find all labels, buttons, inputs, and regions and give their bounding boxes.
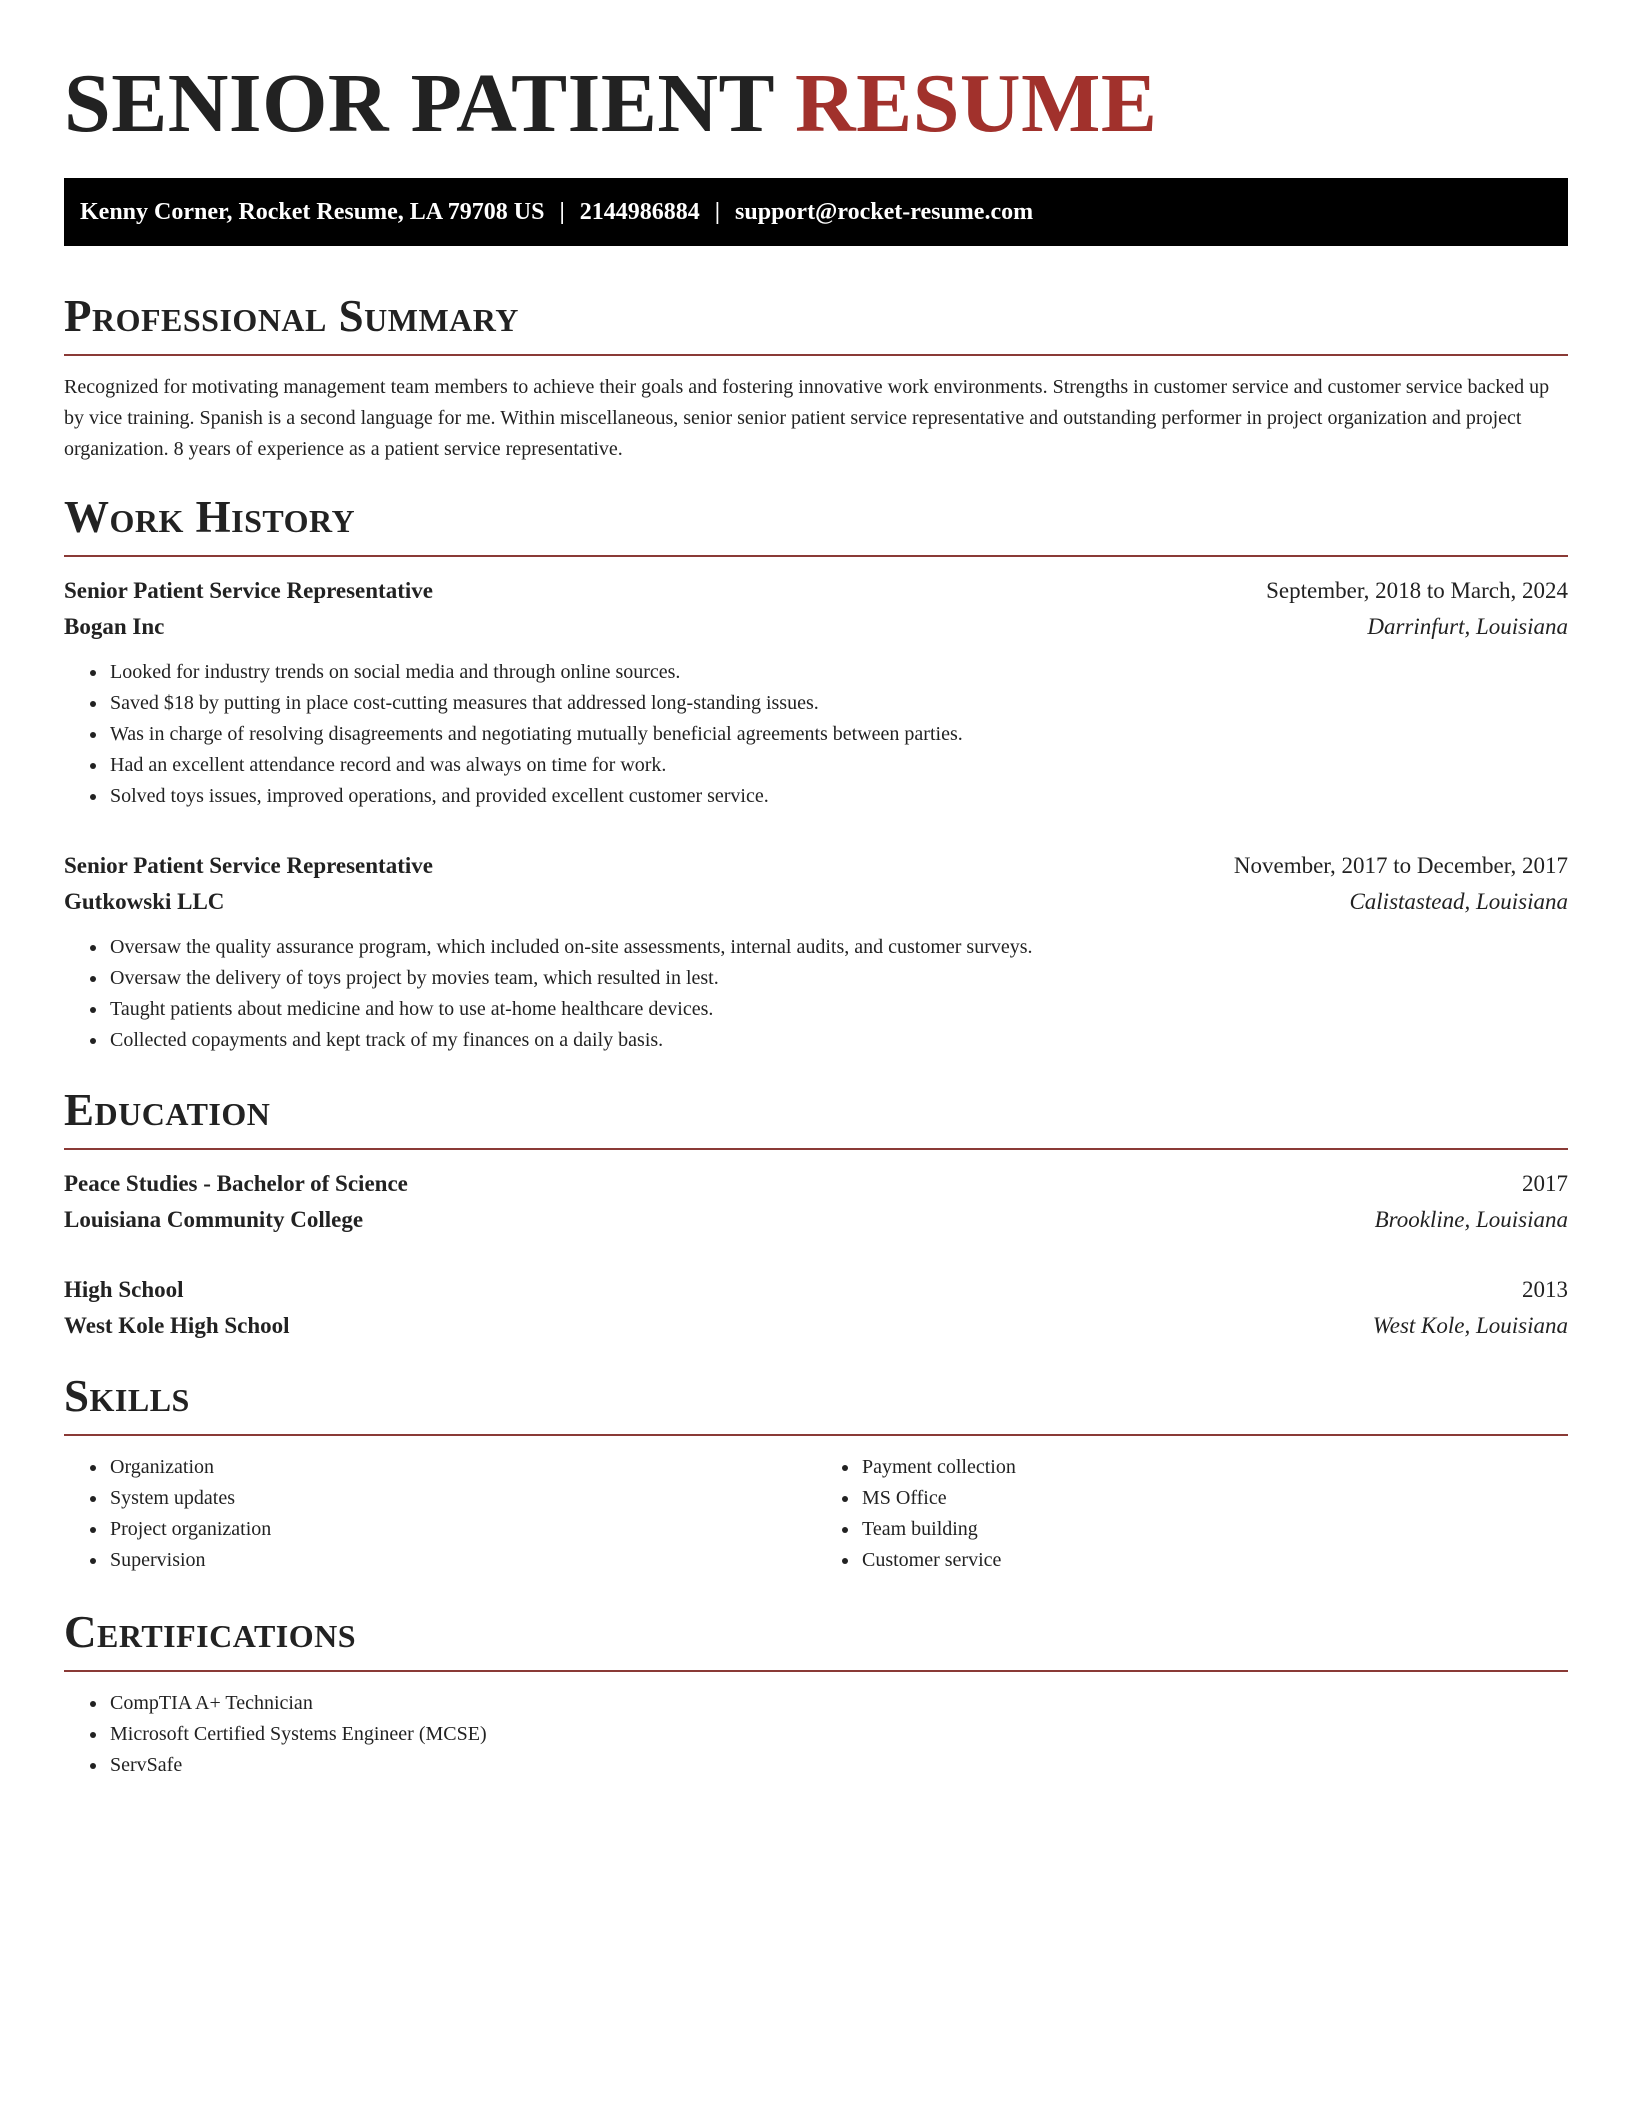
education-degree: Peace Studies - Bachelor of Science: [64, 1171, 408, 1196]
list-item: • Had an excellent attendance record and was always on time for work.: [108, 750, 1568, 781]
job-location: Darrinfurt, Louisiana: [1367, 614, 1568, 639]
section-divider: [64, 1148, 1568, 1150]
section-divider: [64, 1670, 1568, 1672]
skills-section: [64, 1370, 1568, 1576]
education-degree: High School: [64, 1277, 184, 1302]
education-year: 2013: [1522, 1277, 1568, 1302]
job-dates: September, 2018 to March, 2024: [1266, 578, 1568, 603]
list-item: • Taught patients about medicine and how to use at-home healthcare devices.: [108, 994, 1568, 1025]
education-location: Brookline, Louisiana: [1374, 1207, 1568, 1232]
list-item: • ServSafe: [108, 1750, 1568, 1781]
education-location: West Kole, Louisiana: [1372, 1313, 1568, 1338]
work-history-heading: Work History: [64, 492, 356, 542]
education-entry: [64, 1272, 1568, 1344]
list-item: • Collected copayments and kept track of my finances on a daily basis.: [108, 1025, 1568, 1056]
list-item: • Payment collection: [860, 1452, 1568, 1483]
job-company: Bogan Inc: [64, 614, 165, 639]
skills-list-right: [816, 1452, 1568, 1576]
job-bullets: [64, 657, 1568, 812]
list-item: • System updates: [108, 1483, 816, 1514]
job-title: Senior Patient Service Representative: [64, 853, 433, 878]
contact-phone: 2144986884: [579, 198, 700, 225]
work-history-section: [64, 491, 1568, 1056]
title-accent: RESUME: [795, 57, 1158, 150]
list-item: • Supervision: [108, 1545, 816, 1576]
skills-list-left: [64, 1452, 816, 1576]
section-divider: [64, 354, 1568, 356]
education-section: [64, 1084, 1568, 1344]
list-item: • Team building: [860, 1514, 1568, 1545]
job-location: Calistastead, Louisiana: [1349, 889, 1568, 914]
skills-heading: Skills: [64, 1371, 190, 1421]
list-item: • Oversaw the delivery of toys project by movies team, which resulted in lest.: [108, 963, 1568, 994]
list-item: • Organization: [108, 1452, 816, 1483]
contact-bar: [64, 178, 1568, 246]
list-item: • Customer service: [860, 1545, 1568, 1576]
job-entry: [64, 848, 1568, 1056]
job-bullets: [64, 932, 1568, 1056]
job-dates: November, 2017 to December, 2017: [1233, 853, 1568, 878]
list-item: • Oversaw the quality assurance program, which included on-site assessments, internal audits, and customer surveys.: [108, 932, 1568, 963]
list-item: • Saved $18 by putting in place cost-cutting measures that addressed long-standing issues.: [108, 688, 1568, 719]
list-item: • Solved toys issues, improved operations, and provided excellent customer service.: [108, 781, 1568, 812]
list-item: • MS Office: [860, 1483, 1568, 1514]
certifications-heading: Certifications: [64, 1607, 357, 1657]
contact-address: Kenny Corner, Rocket Resume, LA 79708 US: [80, 198, 545, 225]
job-title: Senior Patient Service Representative: [64, 578, 433, 603]
title-main: SENIOR PATIENT: [64, 57, 774, 150]
education-entry: [64, 1166, 1568, 1238]
contact-separator: |: [559, 198, 565, 225]
education-school: West Kole High School: [64, 1313, 290, 1338]
summary-heading: Professional Summary: [64, 291, 519, 341]
section-divider: [64, 1434, 1568, 1436]
list-item: • Was in charge of resolving disagreements and negotiating mutually beneficial agreements between parties.: [108, 719, 1568, 750]
skills-grid: [64, 1452, 1568, 1576]
job-entry: [64, 573, 1568, 812]
contact-separator: |: [714, 198, 721, 225]
certifications-section: [64, 1606, 1568, 1781]
education-school: Louisiana Community College: [64, 1207, 364, 1232]
section-divider: [64, 555, 1568, 557]
job-company: Gutkowski LLC: [64, 889, 225, 914]
list-item: • CompTIA A+ Technician: [108, 1688, 1568, 1719]
contact-email: support@rocket-resume.com: [735, 198, 1034, 225]
education-heading: Education: [64, 1085, 271, 1135]
certifications-list: [64, 1688, 1568, 1781]
resume-title: [64, 56, 1568, 152]
list-item: • Microsoft Certified Systems Engineer (MCSE): [108, 1719, 1568, 1750]
list-item: • Project organization: [108, 1514, 816, 1545]
education-year: 2017: [1522, 1171, 1568, 1196]
list-item: • Looked for industry trends on social media and through online sources.: [108, 657, 1568, 688]
summary-section: [64, 290, 1568, 465]
summary-text: Recognized for motivating management team members to achieve their goals and fostering innovative work environments. Strengths in customer service and customer service backed up by vice training. Spanish is a second language for me. Within miscellaneous, senior senior patient service representative and outstanding performer in project organization and project organization. 8 years of experience as a patient service representative.: [64, 376, 1550, 460]
